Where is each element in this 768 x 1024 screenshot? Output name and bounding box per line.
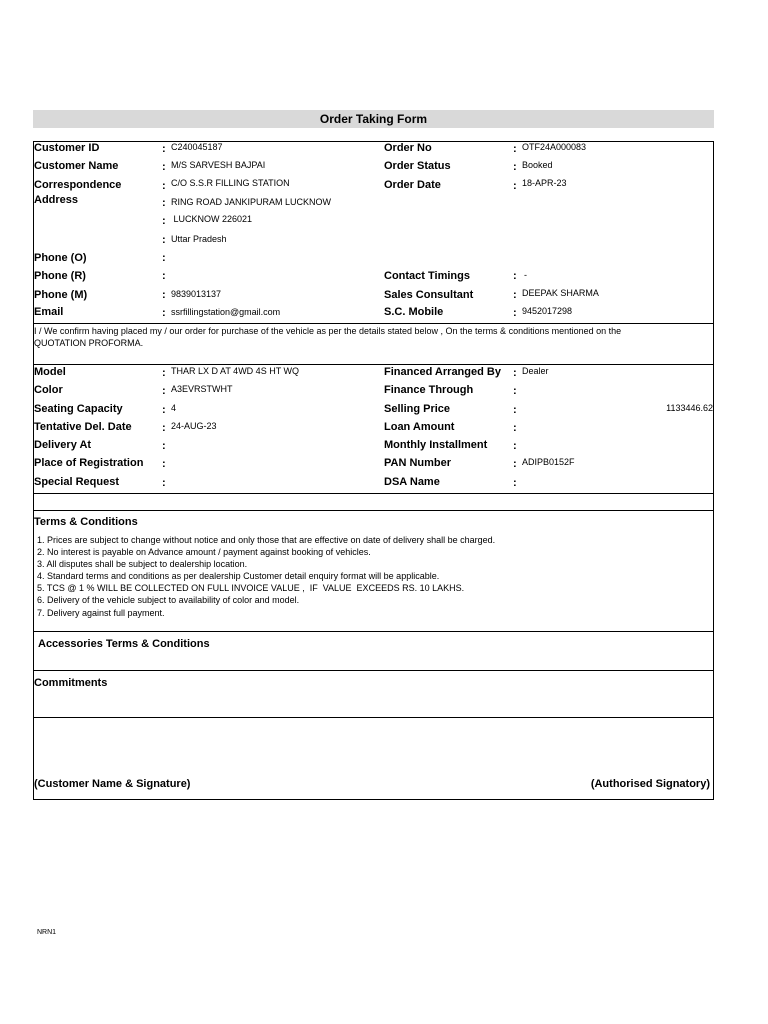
phone-o-label: Phone (O) [34,252,87,264]
colon: : [513,477,517,489]
colon: : [162,252,166,264]
colon: : [162,289,166,301]
color-value: A3EVRSTWHT [171,384,233,394]
confirmation-line-2: QUOTATION PROFORMA. [34,338,144,348]
colon: : [513,422,517,434]
model-label: Model [34,366,66,378]
commitments-heading: Commitments [34,677,108,689]
financed-arranged-by-value: Dealer [522,366,549,376]
customer-name-label: Customer Name [34,160,119,172]
colon: : [513,404,517,416]
phone-m-label: Phone (M) [34,289,88,301]
order-no-label: Order No [384,142,432,154]
colon: : [162,180,166,192]
tentative-del-date-label: Tentative Del. Date [34,421,132,433]
terms-list [37,534,495,619]
divider [33,631,714,632]
colon: : [513,161,517,173]
colon: : [162,234,166,246]
confirmation-line-1: I / We confirm having placed my / our order for purchase of the vehicle as per the details stated below , On the terms & conditions mentioned on the [34,326,622,336]
address-state: Uttar Pradesh [171,234,227,244]
order-status-label: Order Status [384,160,451,172]
terms-item: 7. Delivery against full payment. [37,607,165,618]
colon: : [513,270,517,282]
colon: : [162,143,166,155]
colon: : [162,367,166,379]
customer-signature-label: (Customer Name & Signature) [34,778,191,790]
colon: : [162,270,166,282]
contact-timings-label: Contact Timings [384,270,470,282]
colon: : [162,197,166,209]
sc-mobile-value: 9452017298 [522,306,573,316]
selling-price-value: 1133446.62 [666,403,713,413]
terms-item: 1. Prices are subject to change without notice and only those that are effective on date of delivery shall be charged. [37,535,496,545]
colon: : [513,440,517,452]
divider [33,510,714,511]
address-line-3: LUCKNOW 226021 [171,214,253,224]
divider [33,323,714,324]
order-no-value: OTF24A000083 [522,142,587,152]
footer-code: NRN1 [37,929,57,936]
seating-capacity-label: Seating Capacity [34,403,123,415]
pan-number-value: ADIPB0152F [522,457,575,467]
sales-consultant-label: Sales Consultant [384,289,474,301]
special-request-label: Special Request [34,476,119,488]
divider [33,670,714,671]
pan-number-label: PAN Number [384,457,452,469]
divider [33,364,714,365]
terms-item: 5. TCS @ 1 % WILL BE COLLECTED ON FULL INVOICE VALUE , IF VALUE EXCEEDS RS. 10 LAKHS. [37,583,465,594]
colon: : [513,385,517,397]
seating-capacity-value: 4 [171,403,177,413]
tentative-del-date-value: 24-AUG-23 [171,421,217,431]
color-label: Color [34,384,63,396]
colon: : [513,367,517,379]
phone-m-value: 9839013137 [171,289,222,299]
model-value: THAR LX D AT 4WD 4S HT WQ [171,366,300,376]
delivery-at-label: Delivery At [34,439,92,451]
colon: : [513,180,517,192]
financed-arranged-by-label: Financed Arranged By [384,366,501,378]
divider [33,717,714,718]
dsa-name-label: DSA Name [384,476,440,488]
order-status-value: Booked [522,160,553,170]
colon: : [513,458,517,470]
loan-amount-label: Loan Amount [384,421,455,433]
sc-mobile-label: S.C. Mobile [384,306,444,318]
terms-item: 2. No interest is payable on Advance amount / payment against booking of vehicles. [37,547,371,558]
terms-item: 4. Standard terms and conditions as per dealership Customer detail enquiry format will be applicable. [37,571,440,582]
colon: : [513,143,517,155]
finance-through-label: Finance Through [384,384,474,396]
monthly-installment-label: Monthly Installment [384,439,488,451]
terms-item: 6. Delivery of the vehicle subject to availability of color and model. [37,595,300,606]
colon: : [513,307,517,319]
terms-heading: Terms & Conditions [34,516,138,528]
divider [33,493,714,494]
email-value: ssrfillingstation@gmail.com [171,307,281,317]
customer-id-value: C240045187 [171,142,223,152]
order-date-value: 18-APR-23 [522,178,567,188]
email-label: Email [34,306,64,318]
colon: : [162,385,166,397]
address-label: Address [34,194,79,206]
authorised-signatory-label: (Authorised Signatory) [590,778,710,790]
colon: : [162,422,166,434]
correspondence-label: Correspondence [34,179,122,191]
colon: : [162,440,166,452]
accessories-heading: Accessories Terms & Conditions [38,638,210,650]
colon: : [162,404,166,416]
colon: : [162,215,166,227]
phone-r-label: Phone (R) [34,270,86,282]
address-line-2: RING ROAD JANKIPURAM LUCKNOW [171,197,332,207]
sales-consultant-value: DEEPAK SHARMA [522,288,599,298]
form-title: Order Taking Form [319,112,428,126]
customer-name-value: M/S SARVESH BAJPAI [171,160,266,170]
colon: : [513,289,517,301]
contact-timings-value: - [524,270,527,280]
customer-id-label: Customer ID [34,142,100,154]
colon: : [162,477,166,489]
colon: : [162,458,166,470]
address-line-1: C/O S.S.R FILLING STATION [171,178,290,188]
place-of-registration-label: Place of Registration [34,457,144,469]
selling-price-label: Selling Price [384,403,451,415]
colon: : [162,161,166,173]
form-title-bar [33,110,714,128]
colon: : [162,307,166,319]
terms-item: 3. All disputes shall be subject to dealership location. [37,559,248,570]
order-date-label: Order Date [384,179,441,191]
form-frame [33,141,714,800]
